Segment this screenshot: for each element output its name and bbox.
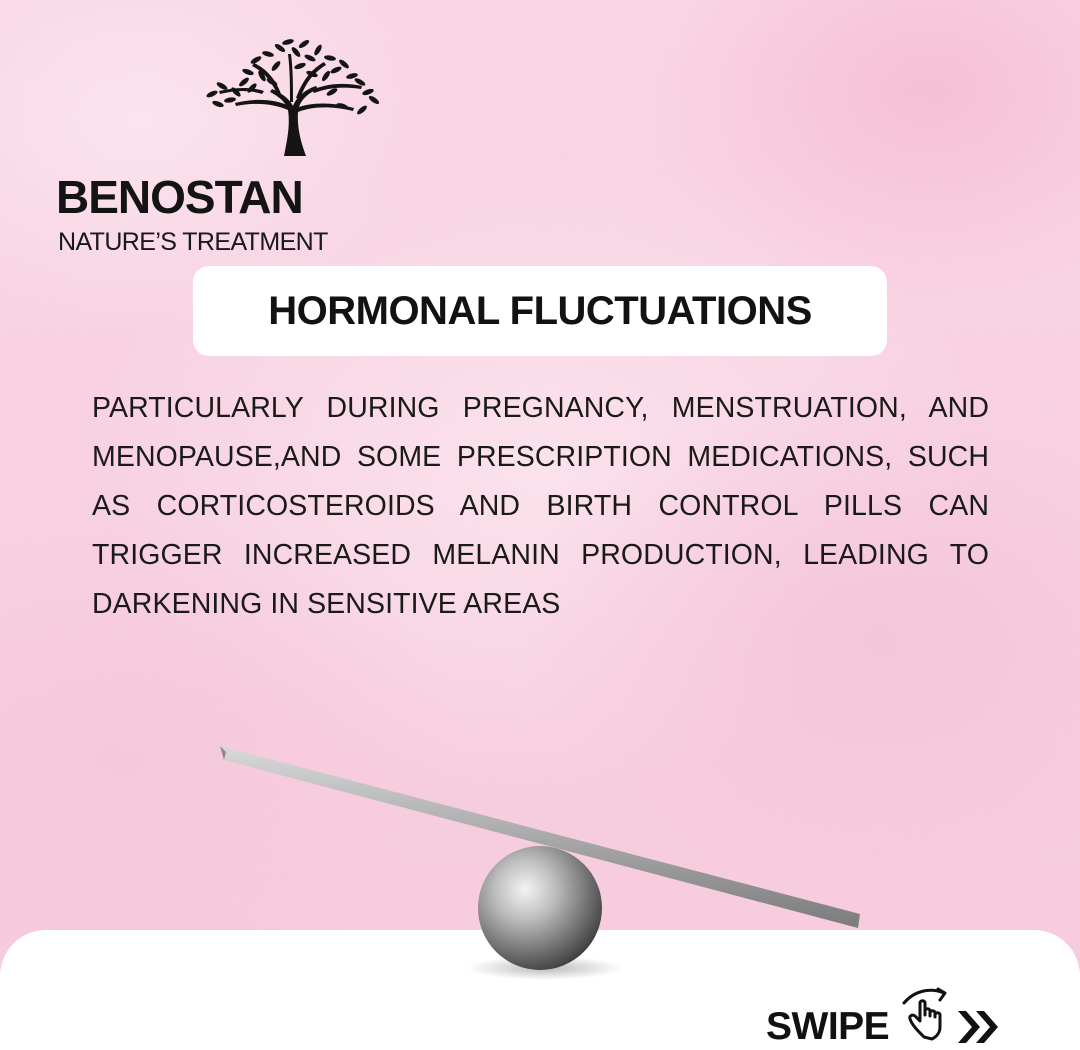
double-chevron-right-icon xyxy=(956,1007,1004,1047)
page-title: HORMONAL FLUCTUATIONS xyxy=(268,288,812,333)
brand-logo xyxy=(52,36,382,256)
swipe-label: SWIPE xyxy=(766,1005,890,1048)
body-paragraph: PARTICULARLY DURING PREGNANCY, MENSTRUATION, AND MENOPAUSE,AND SOME PRESCRIPTION MEDICATIONS, SUCH AS CORTICOSTEROIDS AND BIRTH CONTROL PILLS CAN TRIGGER INCREASED MELANIN PRODUCTION, LEADING TO DARKENING IN SENSITIVE AREAS xyxy=(92,392,989,620)
brand-tagline: NATURE’S TREATMENT xyxy=(58,228,328,256)
tree-icon xyxy=(192,36,382,156)
brand-name: BENOSTAN xyxy=(56,171,303,223)
title-pill xyxy=(193,266,887,356)
hand-swipe-icon xyxy=(900,985,960,1043)
